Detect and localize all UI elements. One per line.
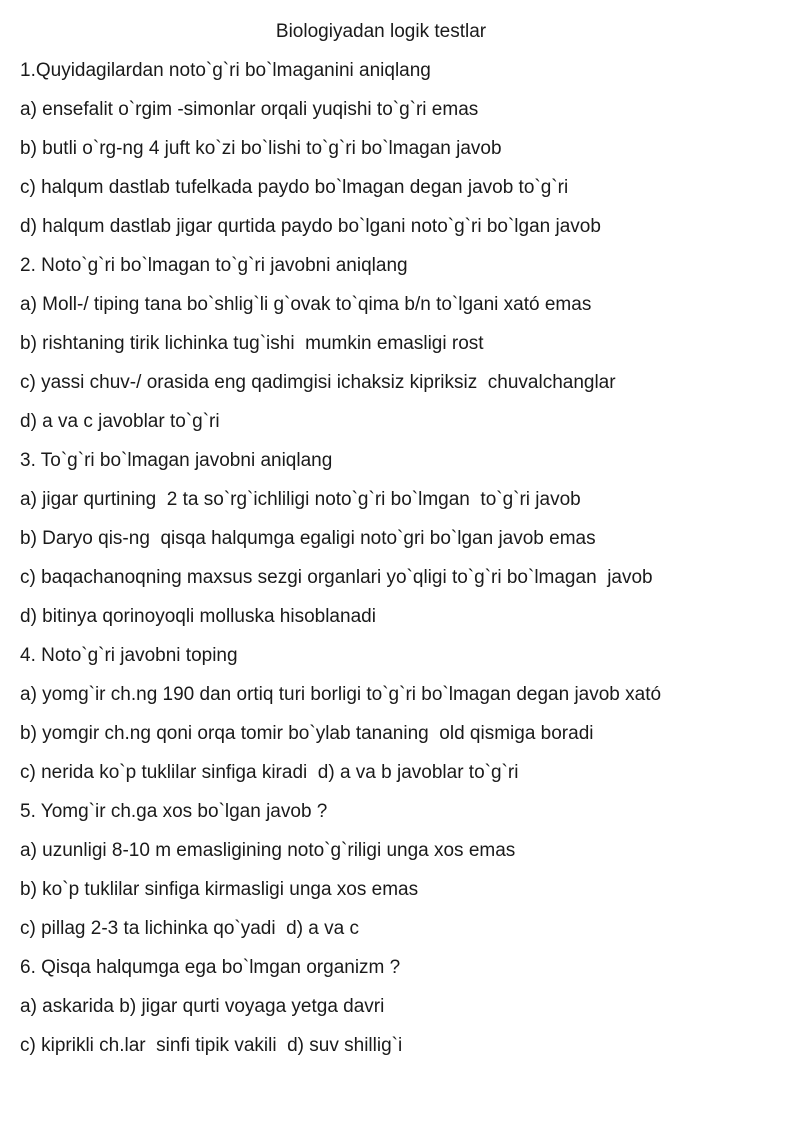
question-1-option-d: d) halqum dastlab jigar qurtida paydo bo`lgani noto`g`ri bo`lgan javob xyxy=(20,216,601,237)
question-1-heading: 1.Quyidagilardan noto`g`ri bo`lmaganini aniqlang xyxy=(20,60,431,81)
question-2-option-b: b) rishtaning tirik lichinka tug`ishi mumkin emasligi rost xyxy=(20,333,484,354)
question-3-option-d: d) bitinya qorinoyoqli molluska hisoblanadi xyxy=(20,606,376,627)
question-3-option-a: a) jigar qurtining 2 ta so`rg`ichliligi noto`g`ri bo`lmgan to`g`ri javob xyxy=(20,489,581,510)
question-2-heading: 2. Noto`g`ri bo`lmagan to`g`ri javobni aniqlang xyxy=(20,255,408,276)
question-3-option-b: b) Daryo qis-ng qisqa halqumga egaligi noto`gri bo`lgan javob emas xyxy=(20,528,596,549)
question-1-option-c: c) halqum dastlab tufelkada paydo bo`lmagan degan javob to`g`ri xyxy=(20,177,569,198)
question-3-heading: 3. To`g`ri bo`lmagan javobni aniqlang xyxy=(20,450,333,471)
question-2-option-a: a) Moll-/ tiping tana bo`shlig`li g`ovak to`qima b/n to`lgani xató emas xyxy=(20,294,592,315)
question-5-heading: 5. Yomg`ir ch.ga xos bo`lgan javob ? xyxy=(20,801,328,822)
question-2-option-d: d) a va c javoblar to`g`ri xyxy=(20,411,220,432)
question-6-option-a-b: a) askarida b) jigar qurti voyaga yetga davri xyxy=(20,996,385,1017)
question-6-option-c-d: c) kiprikli ch.lar sinfi tipik vakili d) suv shillig`i xyxy=(20,1035,403,1056)
document-body xyxy=(20,59,790,1073)
question-2-option-c: c) yassi chuv-/ orasida eng qadimgisi ichaksiz kipriksiz chuvalchanglar xyxy=(20,372,616,393)
question-4-option-c-d: c) nerida ko`p tuklilar sinfiga kiradi d) a va b javoblar to`g`ri xyxy=(20,762,519,783)
question-5-option-c-d: c) pillag 2-3 ta lichinka qo`yadi d) a va c xyxy=(20,918,359,939)
question-1-option-a: a) ensefalit o`rgim -simonlar orqali yuqishi to`g`ri emas xyxy=(20,99,479,120)
question-4-heading: 4. Noto`g`ri javobni toping xyxy=(20,645,238,666)
question-4-option-a: a) yomg`ir ch.ng 190 dan ortiq turi borligi to`g`ri bo`lmagan degan javob xató xyxy=(20,684,662,705)
question-5-option-a: a) uzunligi 8-10 m emasligining noto`g`riligi unga xos emas xyxy=(20,840,516,861)
document-title: Biologiyadan logik testlar xyxy=(275,21,487,42)
question-6-heading: 6. Qisqa halqumga ega bo`lmgan organizm ? xyxy=(20,957,401,978)
question-1-option-b: b) butli o`rg-ng 4 juft ko`zi bo`lishi to`g`ri bo`lmagan javob xyxy=(20,138,502,159)
question-5-option-b: b) ko`p tuklilar sinfiga kirmasligi unga xos emas xyxy=(20,879,419,900)
question-3-option-c: c) baqachanoqning maxsus sezgi organlari yo`qligi to`g`ri bo`lmagan javob xyxy=(20,567,653,588)
question-4-option-b: b) yomgir ch.ng qoni orqa tomir bo`ylab tananing old qismiga boradi xyxy=(20,723,594,744)
